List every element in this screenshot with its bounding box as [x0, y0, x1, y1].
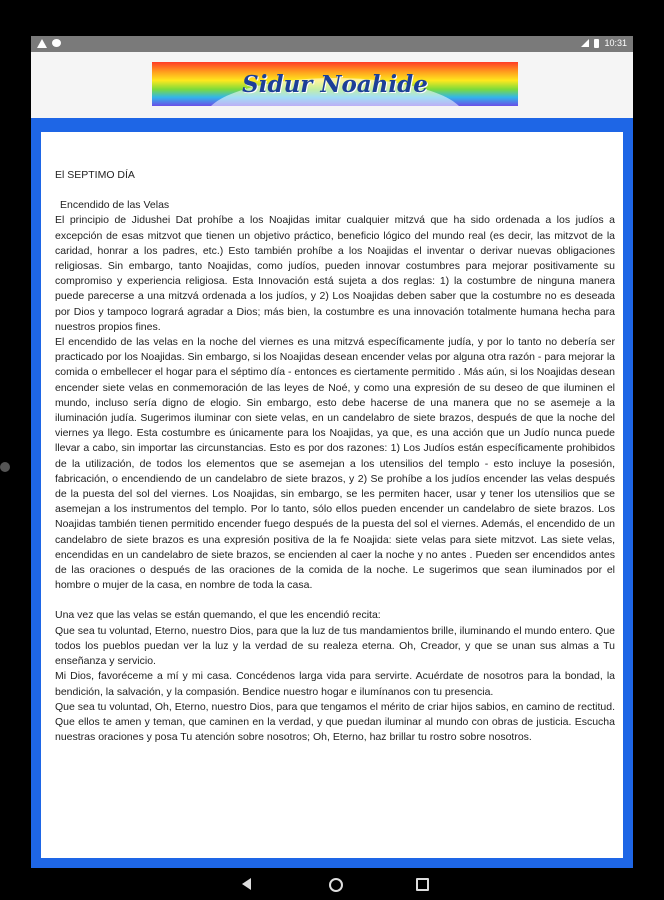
paragraph: El encendido de las velas en la noche del viernes es una mitzvá específicamente judía, y por lo tanto no debería ser practicado por los Noajidas. Sin embargo, si los Noajidas desean encender velas por alguna otra razón - para mejorar la comida o embellecer el hogar para el séptimo día - entonces es ciertamente permitido . Más aún, si los Noajidas desean encender siete velas en conmemoración de las leyes de Noé, y como una expresión de su deseo de que iluminen el mundo, incluso sería digno de elogio. Sin embargo, esto debe hacerse de una manera que no se asemeje a la iluminación judía. Sugerimos iluminar con siete velas, en un candelabro de siete brazos, después de que la noche del viernes ya llego. Esta costumbre es únicamente para los Noajidas, ya que, es una acción que un Judío nunca puede llevar a cabo, sin importar las circunstancias. Esto es por dos razones: 1) Los Judíos están específicamente prohibidos de la utilización, de todos los elementos que se asemejan a los utensilios del templo - esto incluye la posesión, fabricación, o encendiendo de un candelabro de siete brazos, y 2) Se prohíbe a los judíos encender las velas después de la puesta del sol del viernes. Los Noajidas, sin embargo, se les permiten hacer, usar y tener los utensilios que se asemejan a los instrumentos del templo. Por lo tanto, sólo ellos pueden encender un candelabro de siete brazos. Los Noajidas también tienen permitido encender fuego después de la puesta del sol el viernes. Además, el encendido de un candelabro de siete brazos es una expresión positiva de la fe Noajida: siete velas para siete mitzvot. Las siete velas, encendidas en un candelabro de siete brazos, se encienden al caer la noche y no antes . Pueden ser encendidos antes de las oraciones o después de las oraciones de la comida de la noche. Le sugerimos que sean iluminados por el hombre o mujer de la casa, en nombre de toda la casa. — [55, 336, 615, 592]
status-bar — [31, 36, 633, 52]
clock-time: 10:31 — [604, 38, 627, 48]
section-subtitle: Encendido de las Velas — [60, 199, 170, 212]
document-content — [55, 168, 615, 745]
page-title: El SEPTIMO DÍA — [55, 169, 135, 181]
battery-icon — [594, 39, 599, 48]
app-screen — [31, 36, 633, 868]
android-nav-bar — [0, 868, 664, 900]
rainbow-banner — [152, 62, 518, 106]
recent-apps-icon[interactable] — [416, 878, 429, 891]
content-card[interactable] — [41, 132, 623, 858]
home-icon[interactable] — [329, 878, 343, 892]
prayer-paragraph: Que sea tu voluntad, Eterno, nuestro Dios, para que la luz de tus mandamientos brille, iluminando el mundo entero. Que todos los pueblos puedan ver la luz y la verdad de su realeza eterna. Oh, Creador, y que se unan sus almas a Tu enseñanza y servicio. — [55, 624, 615, 668]
chat-notification-icon — [52, 39, 61, 47]
prayer-intro: Una vez que las velas se están quemando, el que les encendió recita: — [55, 609, 381, 622]
banner-title: Sidur Noahide — [242, 71, 428, 98]
app-header — [31, 52, 633, 118]
prayer-paragraph: Mi Dios, favoréceme a mí y mi casa. Concédenos larga vida para servirte. Acuérdate de nosotros para la bondad, la bendición, la salvación, y la compasión. Bendice nuestro hogar e ilumínanos con tu presencia. — [55, 670, 615, 698]
paragraph: El principio de Jidushei Dat prohíbe a los Noajidas imitar cualquier mitzvá que ha sido ordenada a los judíos a excepción de esas mitzvot que tienen un objetivo práctico, beneficio lógico del mundo real (es decir, las mitzvot de la caridad, honrar a los padres, etc.) Esto también prohíbe a los Noajidas el inventar o derivar nuevas obligaciones religiosas. Sin embargo, tanto Noajidas, como judíos, pueden innovar costumbres para mejorar positivamente su compromiso y experiencia religiosa. Esta Innovación está sujeta a dos reglas: 1) la costumbre de ninguna manera puede parecerse a una mitzvá ordenada a los judíos, y 2) Los Noajidas deben saber que la costumbre no es deseada por Dios y tampoco logrará agradar a Dios; más bien, la costumbre es una innovación totalmente humana hecha para nuestros propios fines. — [55, 214, 615, 333]
warning-icon — [37, 39, 47, 48]
spacer — [55, 593, 615, 608]
side-button-dot — [0, 462, 10, 472]
prayer-paragraph: Que sea tu voluntad, Oh, Eterno, nuestro Dios, para que tengamos el mérito de criar hijos sabios, en camino de rectitud. Que ellos te amen y teman, que caminen en la verdad, y que puedan iluminar al mundo con obras de justicia. Escucha nuestras oraciones y posa Tu atención sobre nosotros; Oh, Eterno, haz brillar tu rostro sobre nosotros. — [55, 700, 615, 744]
signal-icon — [581, 39, 589, 47]
back-icon[interactable] — [242, 878, 251, 890]
